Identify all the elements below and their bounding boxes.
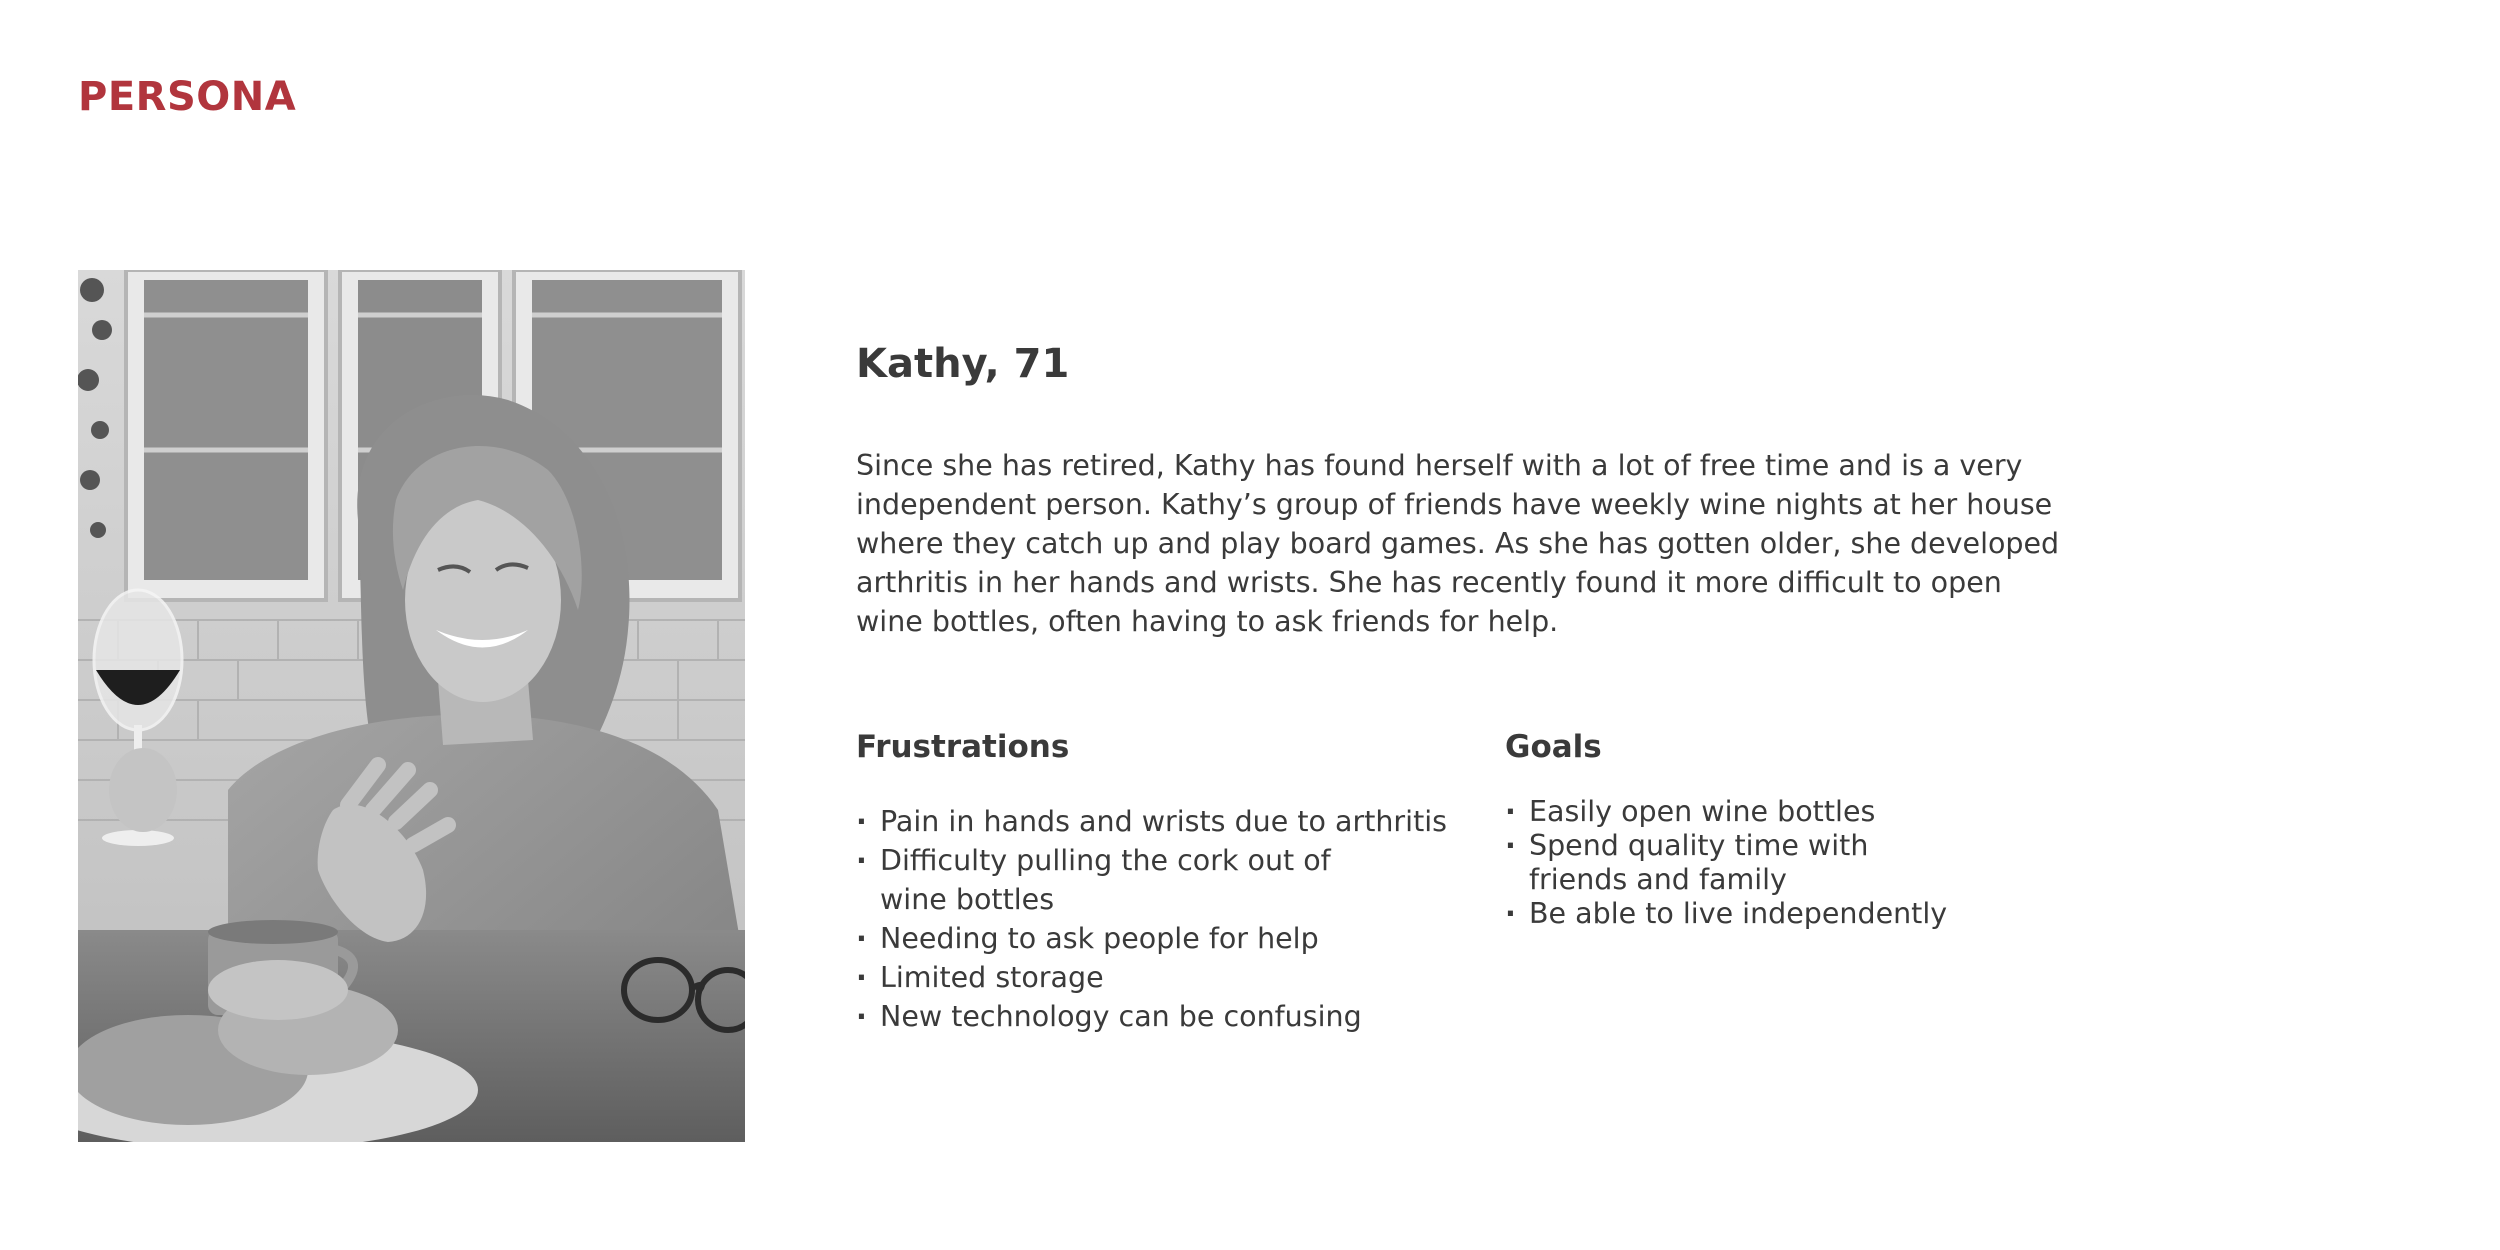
- goals-section: [1505, 729, 1985, 931]
- bio-line: arthritis in her hands and wrists. She has recently found it more difficult to open: [856, 566, 2002, 599]
- frustrations-list: [856, 802, 1456, 1036]
- list-item: · Limited storage: [856, 958, 1456, 997]
- persona-photo-illustration: [78, 270, 745, 1142]
- persona-bio: [856, 446, 2060, 641]
- bio-line: wine bottles, often having to ask friends for help.: [856, 605, 1559, 638]
- list-item: · Spend quality time with friends and family: [1505, 829, 1955, 897]
- goals-heading: Goals: [1505, 729, 1602, 765]
- bio-line: where they catch up and play board games. As she has gotten older, she developed: [856, 527, 2060, 560]
- list-item: · Needing to ask people for help: [856, 919, 1456, 958]
- list-item: · Easily open wine bottles: [1505, 795, 1985, 829]
- list-item: · Pain in hands and wrists due to arthritis: [856, 802, 1456, 841]
- bio-line: independent person. Kathy’s group of friends have weekly wine nights at her house: [856, 488, 2053, 521]
- persona-columns: [856, 729, 1966, 1059]
- frustrations-heading: Frustrations: [856, 729, 1070, 765]
- goals-list: [1505, 795, 1985, 931]
- persona-photo: [78, 270, 745, 1142]
- frustrations-section: [856, 729, 1456, 1036]
- list-item: · New technology can be confusing: [856, 997, 1456, 1036]
- persona-details: [856, 340, 2060, 1059]
- list-item: · Difficulty pulling the cork out of wine bottles: [856, 841, 1396, 919]
- bio-line: Since she has retired, Kathy has found herself with a lot of free time and is a very: [856, 449, 2023, 482]
- persona-name: Kathy, 71: [856, 341, 1070, 387]
- list-item: · Be able to live independently: [1505, 897, 1985, 931]
- page-title: PERSONA: [78, 74, 297, 120]
